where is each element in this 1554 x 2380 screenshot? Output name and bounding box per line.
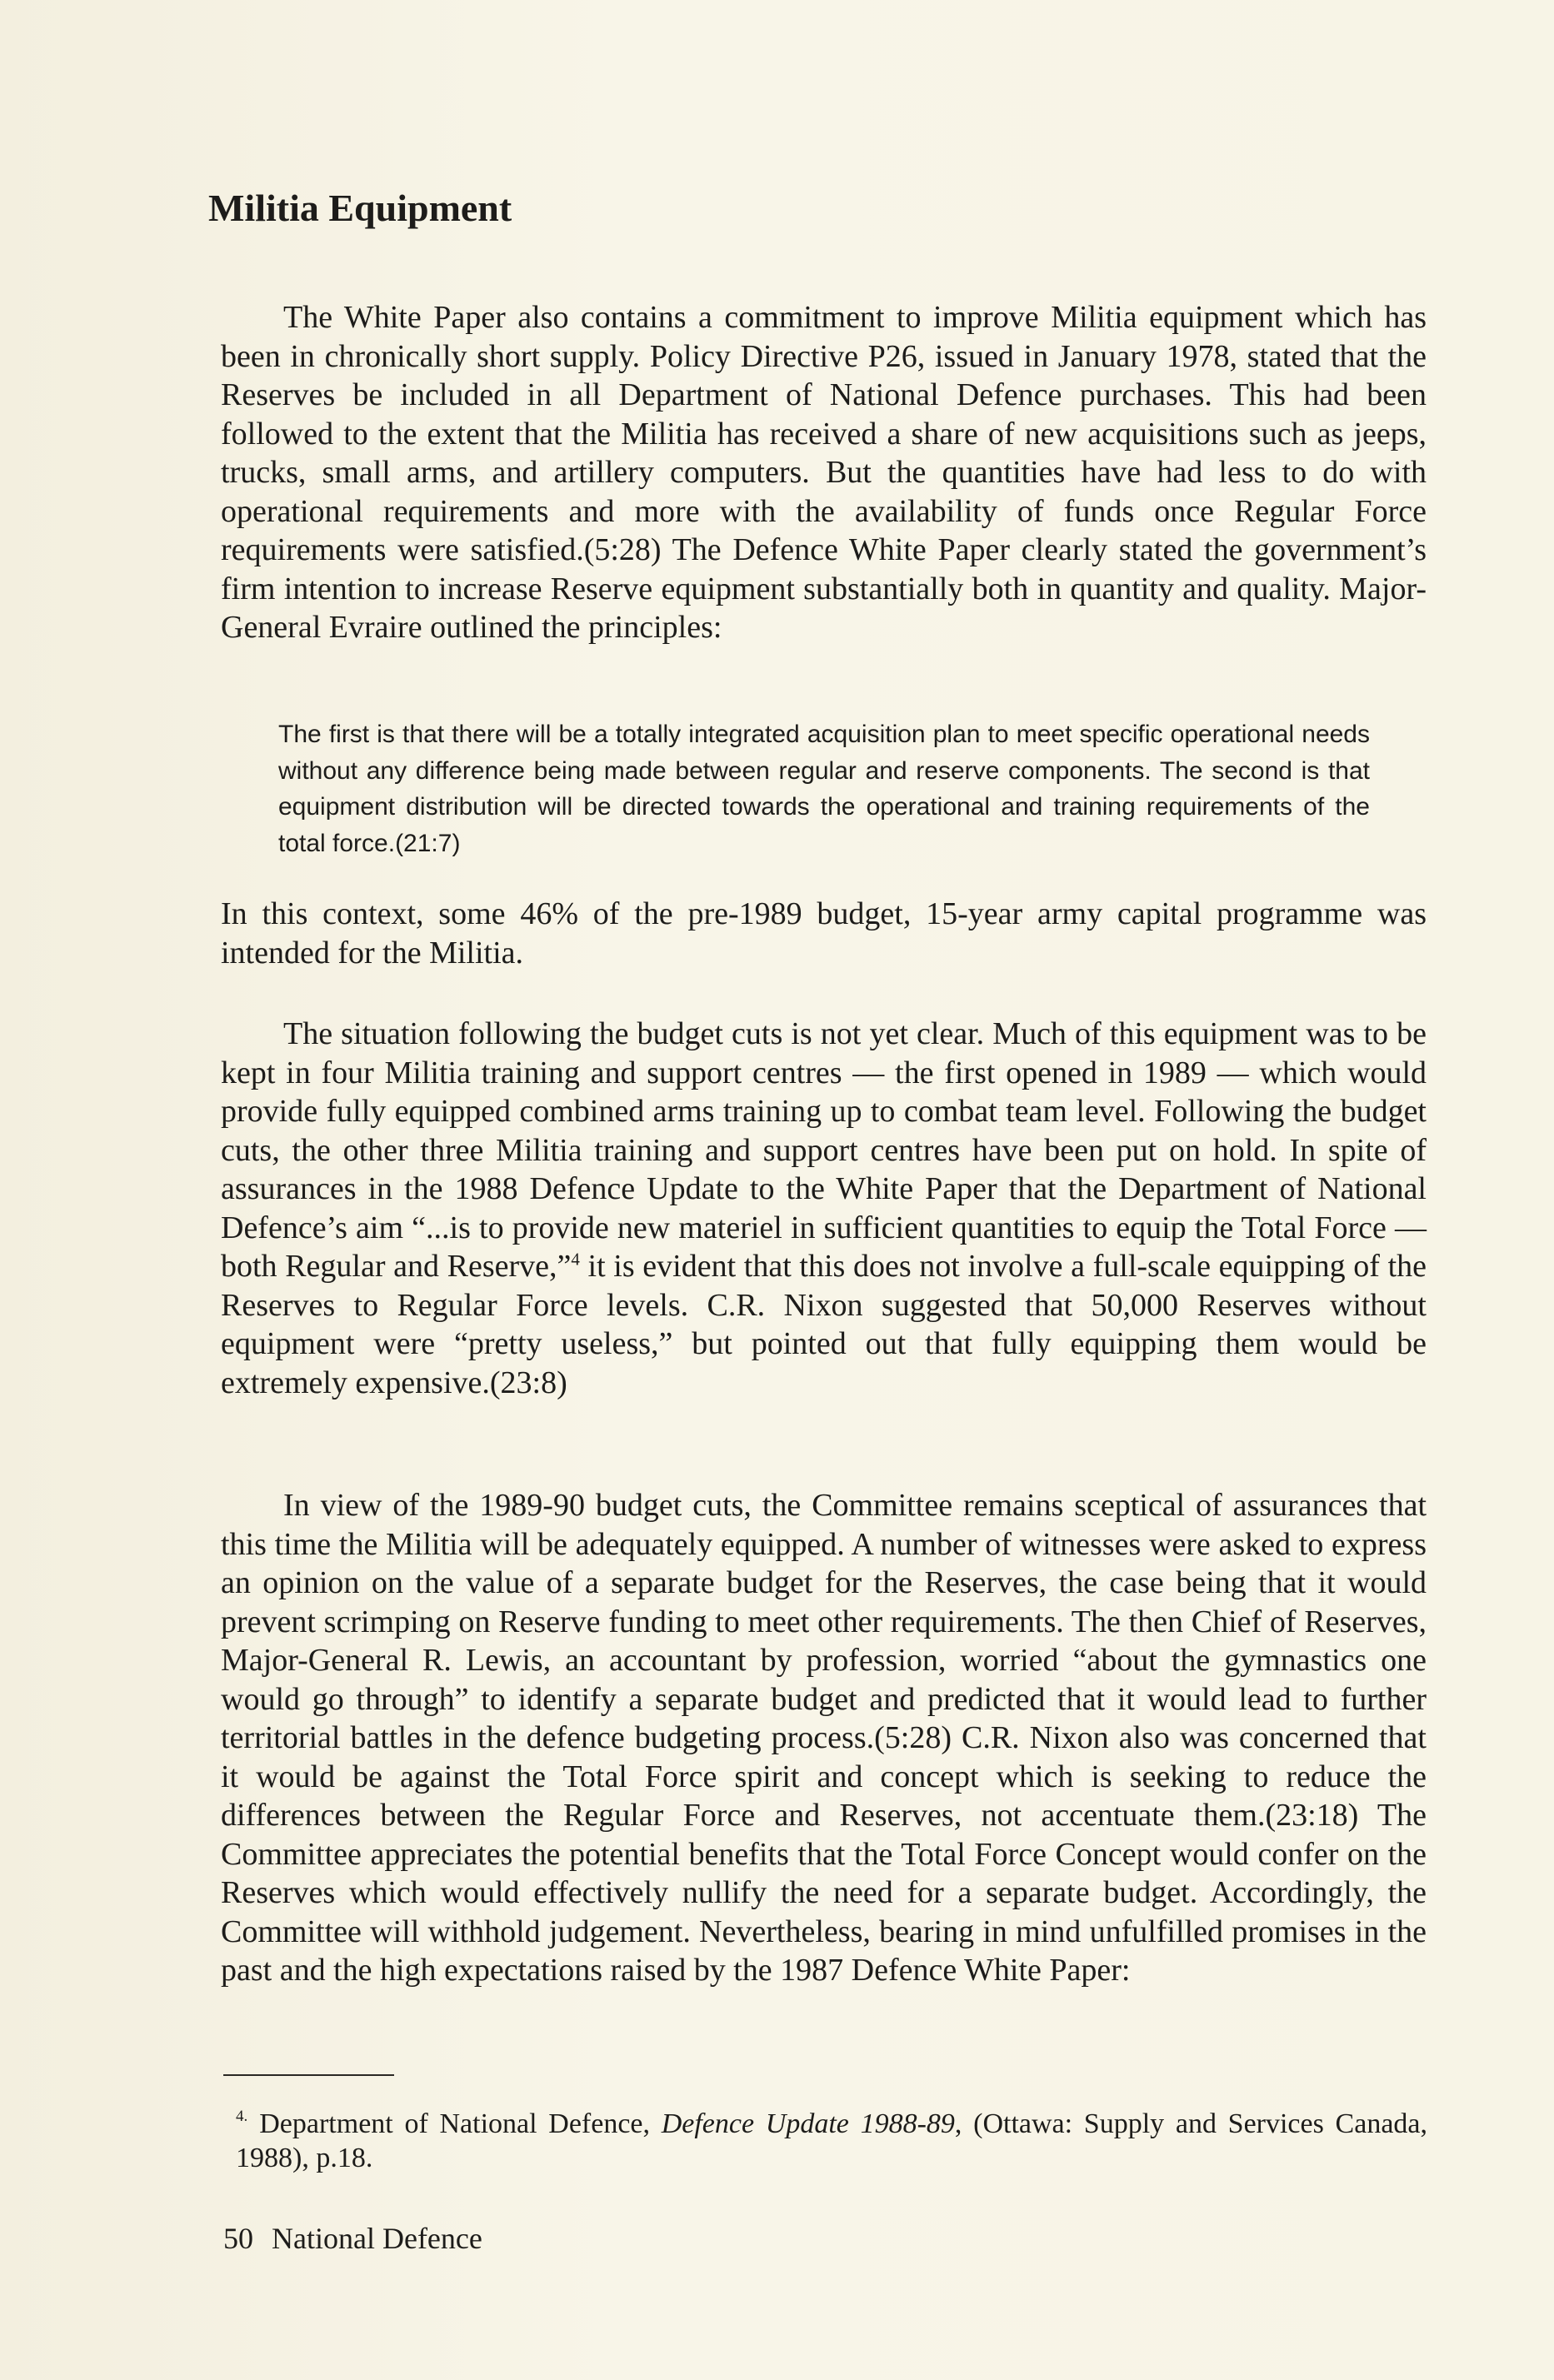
block-quote: The first is that there will be a totally integrated acquisition plan to meet specific operational needs without any difference being made between regular and reserve components. The second is that equipment distribution will be directed towards the operational and training requirements of the total force.(21:7) <box>278 721 1370 857</box>
section-heading: Militia Equipment <box>208 187 512 229</box>
footnote-text-a: Department of National Defence, <box>259 2108 662 2139</box>
footnote-title: Defence Update 1988-89 <box>661 2108 955 2139</box>
paragraph-1: The White Paper also contains a commitment to improve Militia equipment which has been in chronically short supply. Policy Directive P26, issued in January 1978, stated that the Reserves be included in all Department of National Defence purchases. This had been followed to the extent that the Militia has received a share of new acquisitions such as jeeps, trucks, small arms, and artillery computers. But the quantities have had less to do with operational requirements and more with the availability of funds once Regular Force requirements were satisfied.(5:28) The Defence White Paper clearly stated the government’s firm intention to increase Reserve equipment substantially both in quantity and quality. Major-General Evraire outlined the principles: <box>221 300 1427 645</box>
footnote <box>236 2099 1427 2175</box>
footnote-reference: 4 <box>571 1249 580 1270</box>
page-footer <box>223 2220 482 2257</box>
footnote-divider <box>223 2074 394 2076</box>
footnote-marker: 4. <box>236 2108 248 2125</box>
page-number: 50 <box>223 2222 253 2255</box>
paragraph-3-text-b: it is evident that this does not involve a full-scale equipping of the Reserves to Regular Force levels. C.R. Nixon suggested that 50,000 Reserves without equipment were “pretty useless,” but pointed out that fully equipping them would be extremely expensive.(23:8) <box>221 1249 1427 1400</box>
running-title: National Defence <box>272 2222 482 2255</box>
footnote-text-b: , (Ottawa: Supply and Services Canada, 1988), p.18. <box>236 2108 1428 2173</box>
paragraph-4: In view of the 1989-90 budget cuts, the Committee remains sceptical of assurances that this time the Militia will be adequately equipped. A number of witnesses were asked to express an opinion on the value of a separate budget for the Reserves, the case being that it would prevent scrimping on Reserve funding to meet other requirements. The then Chief of Reserves, Major-General R. Lewis, an accountant by profession, worried “about the gymnastics one would go through” to identify a separate budget and predicted that it would lead to further territorial battles in the defence budgeting process.(5:28) C.R. Nixon also was concerned that it would be against the Total Force spirit and concept which is seeking to reduce the differences between the Regular Force and Reserves, not accentuate them.(23:18) The Committee appreciates the potential benefits that the Total Force Concept would confer on the Reserves which would effectively nullify the need for a separate budget. Accordingly, the Committee will withhold judgement. Nevertheless, bearing in mind unfulfilled promises in the past and the high expectations raised by the 1987 Defence White Paper: <box>221 1488 1427 1988</box>
paragraph-3-text-a: The situation following the budget cuts is not yet clear. Much of this equipment was to be kept in four Militia training and support centres — the first opened in 1989 — which would provide fully equipped combined arms training up to combat team level. Following the budget cuts, the other three Militia training and support centres have been put on hold. In spite of assurances in the 1988 Defence Update to the White Paper that the Department of National Defence’s aim “...is to provide new materiel in sufficient quantities to equip the Total Force — both Regular and Reserve,” <box>221 1016 1427 1284</box>
paragraph-3 <box>221 1015 1427 1402</box>
paragraph-2: In this context, some 46% of the pre-1989 budget, 15-year army capital programme was intended for the Militia. <box>221 896 1427 970</box>
